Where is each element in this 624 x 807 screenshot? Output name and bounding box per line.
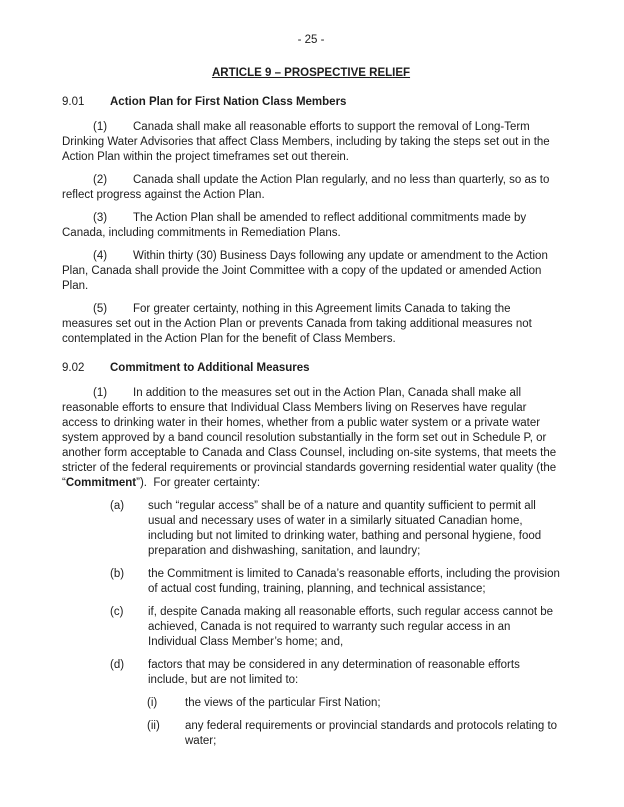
list-text: if, despite Canada making all reasonable efforts, such regular access cannot be achieved, Canada is not required to warranty such regular access in an Individual Class Member’s home; and, [148, 606, 554, 648]
paragraph-9-01-1 [62, 120, 560, 165]
list-marker: (c) [110, 606, 124, 618]
list-marker: (b) [110, 568, 125, 580]
paragraph-number: (2) [93, 174, 108, 186]
paragraph-number: (1) [93, 121, 108, 133]
list-text: factors that may be considered in any determination of reasonable efforts include, but are not limited to: [148, 659, 520, 686]
paragraph-number: (4) [93, 250, 108, 262]
paragraph-9-01-3 [62, 211, 560, 241]
paragraph-text: ”). For greater certainty: [136, 477, 261, 489]
list-item-c [110, 605, 560, 650]
list-marker: (i) [147, 697, 158, 709]
list-item-ii [147, 719, 560, 749]
paragraph-number: (5) [93, 303, 108, 315]
page-number: - 25 - [297, 34, 325, 46]
paragraph-text: Within thirty (30) Business Days following any update or amendment to the Action Plan, Canada shall provide the Joint Committee with a copy of the updated or amended Action Plan. [62, 250, 548, 292]
list-item-b [110, 567, 560, 597]
section-title: Action Plan for First Nation Class Members [110, 96, 347, 108]
paragraph-text: In addition to the measures set out in the Action Plan, Canada shall make all reasonable efforts to ensure that Individual Class Members living on Reserves have regular access to drinking water in their homes, whether from a public water system or a private water system approved by a band council resolution substantially in the form set out in Schedule P, or another form acceptable to Canada and Class Counsel, including on-site systems, that meets the stricter of the federal requirements or provincial standards governing residential water quality (the “ [62, 387, 557, 489]
section-heading-9-01 [62, 95, 560, 110]
list-item-d [110, 658, 560, 688]
paragraph-text: The Action Plan shall be amended to reflect additional commitments made by Canada, including commitments in Remediation Plans. [62, 212, 527, 239]
paragraph-number: (3) [93, 212, 108, 224]
list-marker: (d) [110, 659, 125, 671]
article-heading: ARTICLE 9 – PROSPECTIVE RELIEF [211, 67, 411, 79]
section-heading-9-02 [62, 361, 560, 376]
list-item-a [110, 499, 560, 559]
list-item-i [147, 696, 560, 711]
defined-term: Commitment [65, 477, 137, 489]
paragraph-9-01-4 [62, 249, 560, 294]
list-marker: (a) [110, 500, 125, 512]
list-text: any federal requirements or provincial standards and protocols relating to water; [185, 720, 558, 747]
list-marker: (ii) [147, 720, 160, 732]
section-number: 9.02 [62, 362, 85, 374]
section-title: Commitment to Additional Measures [110, 362, 310, 374]
list-text: the Commitment is limited to Canada’s reasonable efforts, including the provision of actual cost funding, training, planning, and technical assistance; [148, 568, 560, 595]
paragraph-text: For greater certainty, nothing in this Agreement limits Canada to taking the measures set out in the Action Plan or prevents Canada from taking additional measures not contemplated in the Action Plan for the benefit of Class Members. [62, 303, 532, 345]
list-text: such “regular access” shall be of a nature and quantity sufficient to permit all usual and necessary uses of water in a similarly situated Canadian home, including but not limited to drinking water, bathing and personal hygiene, food preparation and dishwashing, sanitation, and laundry; [148, 500, 542, 557]
paragraph-9-01-5 [62, 302, 560, 347]
paragraph-number: (1) [93, 387, 108, 399]
section-number: 9.01 [62, 96, 85, 108]
paragraph-text: Canada shall make all reasonable efforts to support the removal of Long-Term Drinking Water Advisories that affect Class Members, including by taking the steps set out in the Action Plan within the project timeframes set out therein. [62, 121, 550, 163]
paragraph-9-02-1 [62, 386, 560, 491]
paragraph-text: Canada shall update the Action Plan regularly, and no less than quarterly, so as to reflect progress against the Action Plan. [62, 174, 550, 201]
paragraph-9-01-2 [62, 173, 560, 203]
list-text: the views of the particular First Nation; [185, 697, 381, 709]
